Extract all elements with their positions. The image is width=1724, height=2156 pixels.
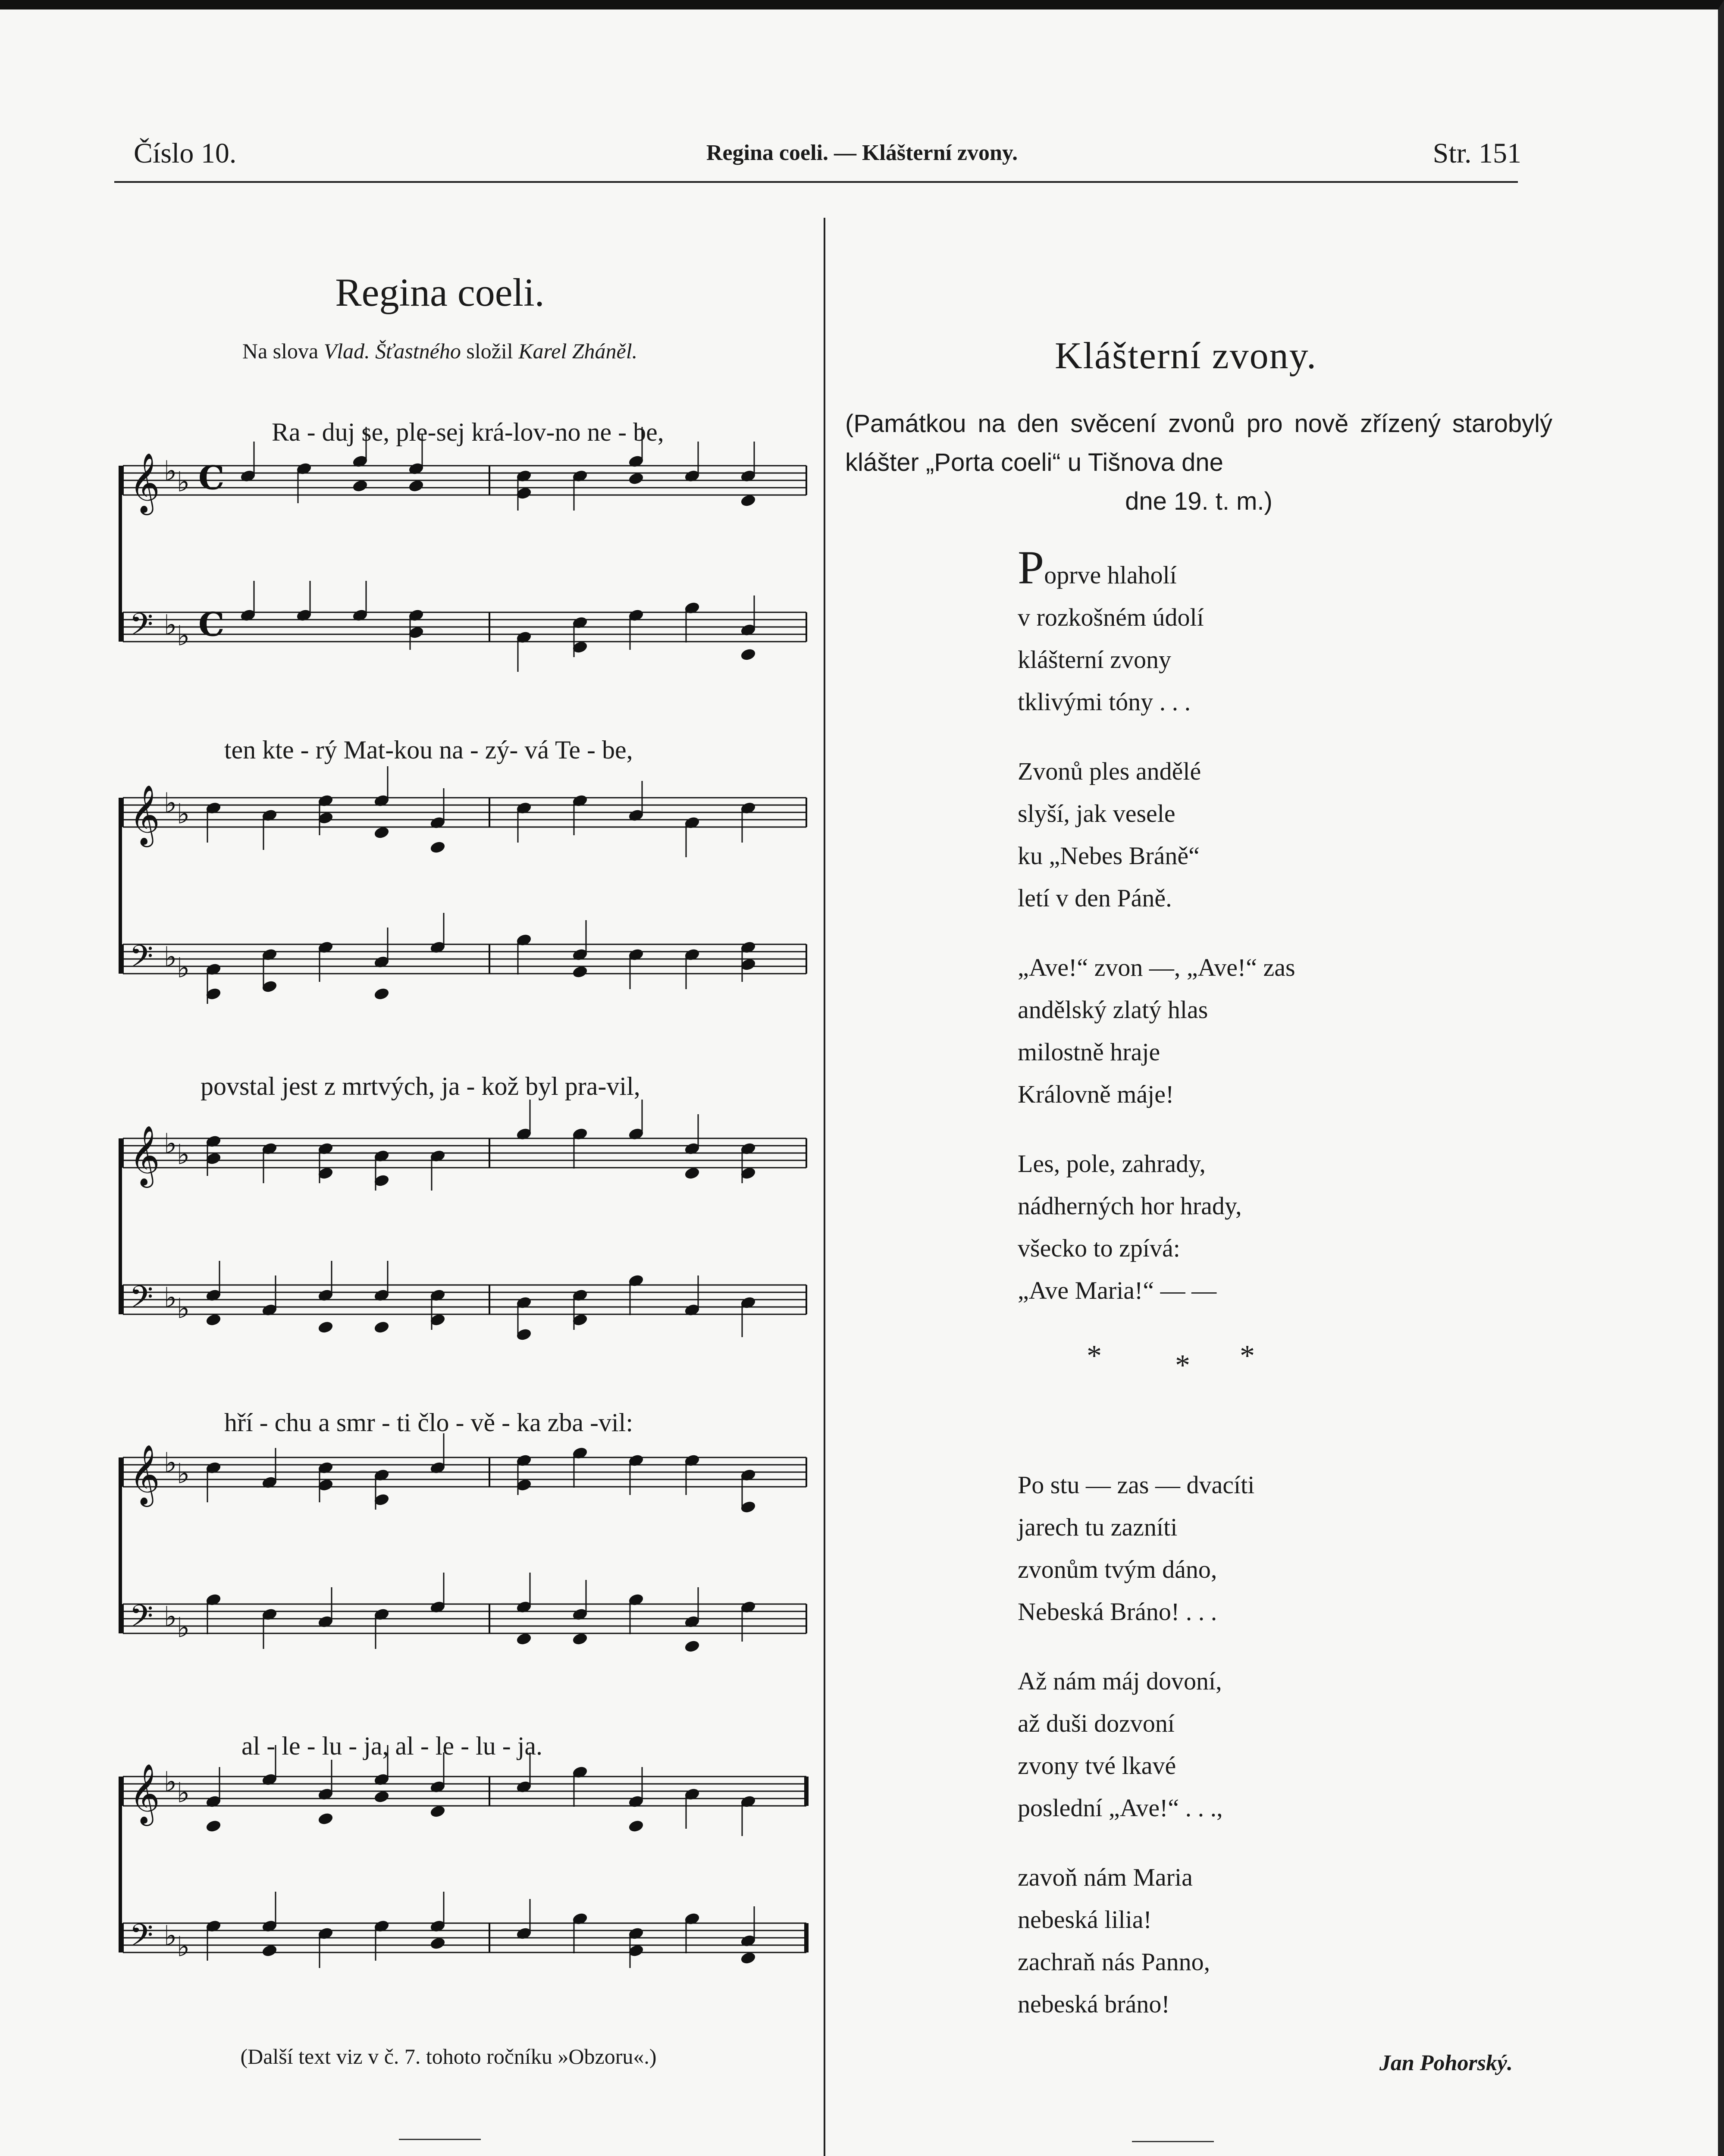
note-head <box>429 1937 446 1950</box>
flat-sign: ♭ <box>177 1931 190 1963</box>
note-head <box>740 1951 756 1965</box>
credit-middle: složil <box>466 339 513 363</box>
stanza-line: „Ave!“ zvon —, „Ave!“ zas <box>1018 953 1295 981</box>
dedication-text: (Památkou na den svěcení zvonů pro nově zřízený starobylý klášter „Porta coeli“ u Tišnova dne <box>845 410 1552 476</box>
page-number: Str. 151 <box>1432 138 1521 169</box>
note-head <box>429 840 446 854</box>
stanza-3 <box>1018 946 1295 1116</box>
stanza-line: letí v den Páně. <box>1018 884 1172 912</box>
bass-clef: 𝄢 <box>129 1918 154 1961</box>
column-divider <box>824 218 825 2156</box>
flat-sign: ♭ <box>177 620 190 652</box>
note-head <box>684 1639 700 1653</box>
credit-composer: Karel Zháněl. <box>518 339 638 363</box>
note-head <box>740 494 756 508</box>
dedication-date: dne 19. t. m.) <box>1125 487 1273 515</box>
star: * <box>1240 1339 1255 1373</box>
stanza-line: zvonům tvým dáno, <box>1018 1555 1217 1583</box>
note-head <box>628 1819 644 1833</box>
flat-sign: ♭ <box>164 787 177 819</box>
stanza-line: ku „Nebes Bráně“ <box>1018 842 1200 870</box>
treble-clef: 𝄞 <box>129 785 160 845</box>
poem-author: Jan Pohorský. <box>1379 2051 1513 2075</box>
stanza-line: poslední „Ave!“ . . ., <box>1018 1794 1223 1822</box>
end-rule-right <box>1132 2141 1214 2142</box>
stanza-line: slyší, jak vesele <box>1018 799 1175 827</box>
song-title: Regina coeli. <box>335 270 545 314</box>
flat-sign: ♭ <box>164 1920 177 1952</box>
note-head <box>205 1819 222 1833</box>
note-head <box>429 1805 446 1818</box>
stanza-line: až duši dozvoní <box>1018 1709 1175 1737</box>
bass-clef: 𝄢 <box>129 1279 154 1322</box>
flat-sign: ♭ <box>177 798 190 830</box>
treble-clef: 𝄞 <box>129 1764 160 1824</box>
stanza-line: oprve hlaholí <box>1044 561 1177 589</box>
flat-sign: ♭ <box>164 1282 177 1314</box>
stanza-line: jarech tu zazníti <box>1018 1513 1178 1541</box>
time-signature: C <box>198 458 225 497</box>
stanza-line: Les, pole, zahrady, <box>1018 1150 1206 1178</box>
stanza-line: zvony tvé lkavé <box>1018 1752 1176 1780</box>
note-head <box>205 1313 222 1327</box>
stanza-1 <box>1018 541 1204 723</box>
flat-sign: ♭ <box>177 466 190 498</box>
stanza-line: Po stu — zas — dvacíti <box>1018 1471 1255 1499</box>
stanza-line: Nebeská Bráno! . . . <box>1018 1598 1217 1626</box>
stanza-line: v rozkošném údolí <box>1018 603 1204 631</box>
stanza-line: zachraň nás Panno, <box>1018 1948 1210 1976</box>
flat-sign: ♭ <box>164 455 177 487</box>
flat-sign: ♭ <box>164 1766 177 1798</box>
stanza-line: nebeská lilia! <box>1018 1905 1152 1934</box>
flat-sign: ♭ <box>177 1293 190 1325</box>
stanza-line: milostně hraje <box>1018 1038 1160 1066</box>
stanza-line: tklivými tóny . . . <box>1018 688 1191 716</box>
note-head <box>317 1320 334 1334</box>
stanza-line: zavoň nám Maria <box>1018 1863 1193 1891</box>
stanza-line: nádherných hor hrady, <box>1018 1192 1242 1220</box>
stanza-line: všecko to zpívá: <box>1018 1234 1180 1262</box>
star: * <box>1087 1339 1102 1373</box>
note-head <box>373 987 390 1001</box>
flat-sign: ♭ <box>177 952 190 984</box>
stanza-7 <box>1018 1856 1210 2025</box>
credit-prefix: Na slova <box>242 339 319 363</box>
drop-cap: P <box>1018 541 1044 594</box>
note-head <box>516 1632 532 1646</box>
note-head <box>373 1320 390 1334</box>
lyric-line-4: hří - chu a smr - ti člo - vě - ka zba -vil: <box>224 1408 633 1437</box>
bass-clef: 𝄢 <box>129 1598 154 1642</box>
stanza-line: Až nám máj dovoní, <box>1018 1667 1222 1695</box>
treble-clef: 𝄞 <box>129 1445 160 1504</box>
note-head <box>373 1790 390 1804</box>
note-head <box>317 1812 334 1826</box>
bass-clef: 𝄢 <box>129 607 154 650</box>
stanza-5 <box>1018 1464 1254 1633</box>
credit-author: Vlad. Šťastného <box>323 339 461 363</box>
time-signature: C <box>198 605 225 644</box>
poem-title: Klášterní zvony. <box>1055 335 1317 377</box>
flat-sign: ♭ <box>164 1128 177 1160</box>
star: * <box>1175 1349 1190 1382</box>
treble-clef: 𝄞 <box>129 1125 160 1185</box>
note-head <box>572 965 588 979</box>
stanza-line: andělský zlatý hlas <box>1018 996 1208 1024</box>
end-rule-left <box>399 2139 481 2140</box>
note-head <box>628 472 644 486</box>
note-head <box>408 479 424 493</box>
note-head <box>261 1944 278 1958</box>
lyric-line-3: povstal jest z mrtvých, ja - kož byl pra-vil, <box>201 1072 640 1100</box>
lyric-line-1: Ra - duj se, ple-sej krá-lov-no ne - be, <box>272 418 664 446</box>
lyric-line-5: al - le - lu - ja, al - le - lu - ja. <box>241 1732 543 1760</box>
flat-sign: ♭ <box>177 1612 190 1644</box>
running-title: Regina coeli. — Klášterní zvony. <box>706 141 1018 165</box>
stanza-6 <box>1018 1660 1223 1829</box>
stanza-line: „Ave Maria!“ — — <box>1018 1276 1217 1304</box>
note-head <box>373 826 390 840</box>
flat-sign: ♭ <box>164 609 177 641</box>
bass-clef: 𝄢 <box>129 939 154 982</box>
stanza-line: klášterní zvony <box>1018 646 1171 674</box>
flat-sign: ♭ <box>164 1447 177 1479</box>
flat-sign: ♭ <box>177 1458 190 1490</box>
note-head <box>740 648 756 661</box>
stanza-line: nebeská bráno! <box>1018 1990 1170 2018</box>
note-head <box>352 479 368 493</box>
flat-sign: ♭ <box>177 1139 190 1171</box>
stanza-line: Zvonů ples andělé <box>1018 757 1201 785</box>
issue-number: Číslo 10. <box>134 138 237 169</box>
treble-clef: 𝄞 <box>129 453 160 513</box>
note-head <box>684 1166 700 1180</box>
song-footnote: (Další text viz v č. 7. tohoto ročníku »Obzoru«.) <box>240 2044 657 2068</box>
stanza-line: Královně máje! <box>1018 1080 1174 1108</box>
music-score <box>116 0 824 2027</box>
note-head <box>572 1632 588 1646</box>
stanza-2 <box>1018 750 1201 919</box>
flat-sign: ♭ <box>164 1601 177 1633</box>
flat-sign: ♭ <box>177 1777 190 1809</box>
lyric-line-2: ten kte - rý Mat-kou na - zý- vá Te - be, <box>224 736 633 764</box>
stanza-4 <box>1018 1143 1242 1312</box>
flat-sign: ♭ <box>164 941 177 973</box>
poem-dedication <box>845 404 1552 521</box>
